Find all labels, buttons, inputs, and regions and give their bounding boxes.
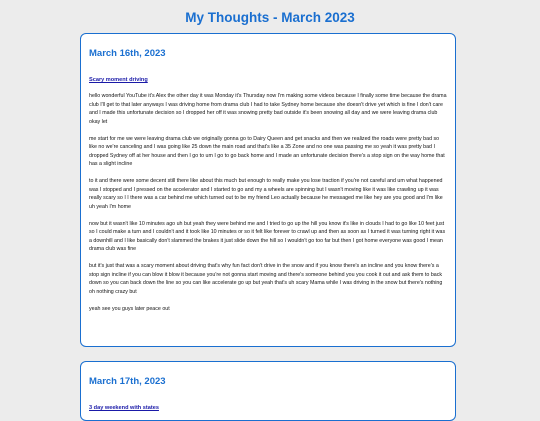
entry-paragraph: hello wonderful YouTube it's Alex the other day it was Monday it's Thursday now I'm making some videos because I finally some time because the drama club I'll get to that later anyways I was driving home from drama club I had to take Sydney home because she doesn't drive yet which is fine I don't care and I made this unfortunate decision so I dropped her off it was snowing pretty bad outside it's been snowing all day and we were leaving drama club okay let bbox=[89, 93, 447, 125]
entry-paragraph: yeah see you guys later peace out bbox=[89, 305, 170, 312]
journal-entry bbox=[80, 361, 456, 421]
entry-paragraph: me start for me we were leaving drama club we originally gonna go to Dairy Queen and get snacks and then we realized the roads were pretty bad so like no we're canceling and I was going like 25 down the main road and that's like a 35 Zone and no one was passing me so yeah it was pretty bad I dropped Sydney off at her house and then I go to um I go to go back home and I made an unfortunate decision there's a stop sign on the way home that has a slight incline bbox=[89, 135, 445, 167]
entry-date: March 16th, 2023 bbox=[89, 48, 166, 59]
entry-paragraph: to it and there were some decent still there like about this much but enough to really make you lose traction if you're not careful and um what happened was I stopped and I pressed on the accelerator and I started to go and my a wheels are spinning but I wasn't moving like it was like crawling up it was really scary so I I there was a car behind me which turned out to be my friend Leo actually because he messaged me like hey are you good and I'm like uh yeah I'm home bbox=[89, 178, 443, 210]
journal-entry bbox=[80, 33, 456, 347]
entry-date: March 17th, 2023 bbox=[89, 376, 166, 387]
entry-link[interactable]: Scary moment driving bbox=[89, 77, 148, 83]
page-title: My Thoughts - March 2023 bbox=[185, 10, 355, 25]
entry-paragraph: but it's just that was a scary moment about driving that's why fun fact don't drive in the snow and if you know there's an incline and you know there's a stop sign incline if you can blow it blow it because you're not gonna start moving and there's someone behind you you cook it out and ask them to back down so you can back down the line so you can like accelerate go up but yeah that's uh scary Mama while I was driving in the snow but there's nothing oh nothing crazy but bbox=[89, 263, 443, 295]
entry-paragraph: now but it wasn't like 10 minutes ago uh but yeah they were behind me and I tried to go up the hill you know it's like in clouds I had to go like 10 feet just so I could make a turn and I couldn't and it took like 10 minutes or so it felt like forever to crawl up and then as soon as I turned it was turning right it was a downhill and I like basically don't slammed the brakes it just slide down the hill so I wouldn't go too far but then I got home everyone was good I mean drama club was fine bbox=[89, 220, 446, 252]
entry-link[interactable]: 3 day weekend with states bbox=[89, 405, 159, 411]
